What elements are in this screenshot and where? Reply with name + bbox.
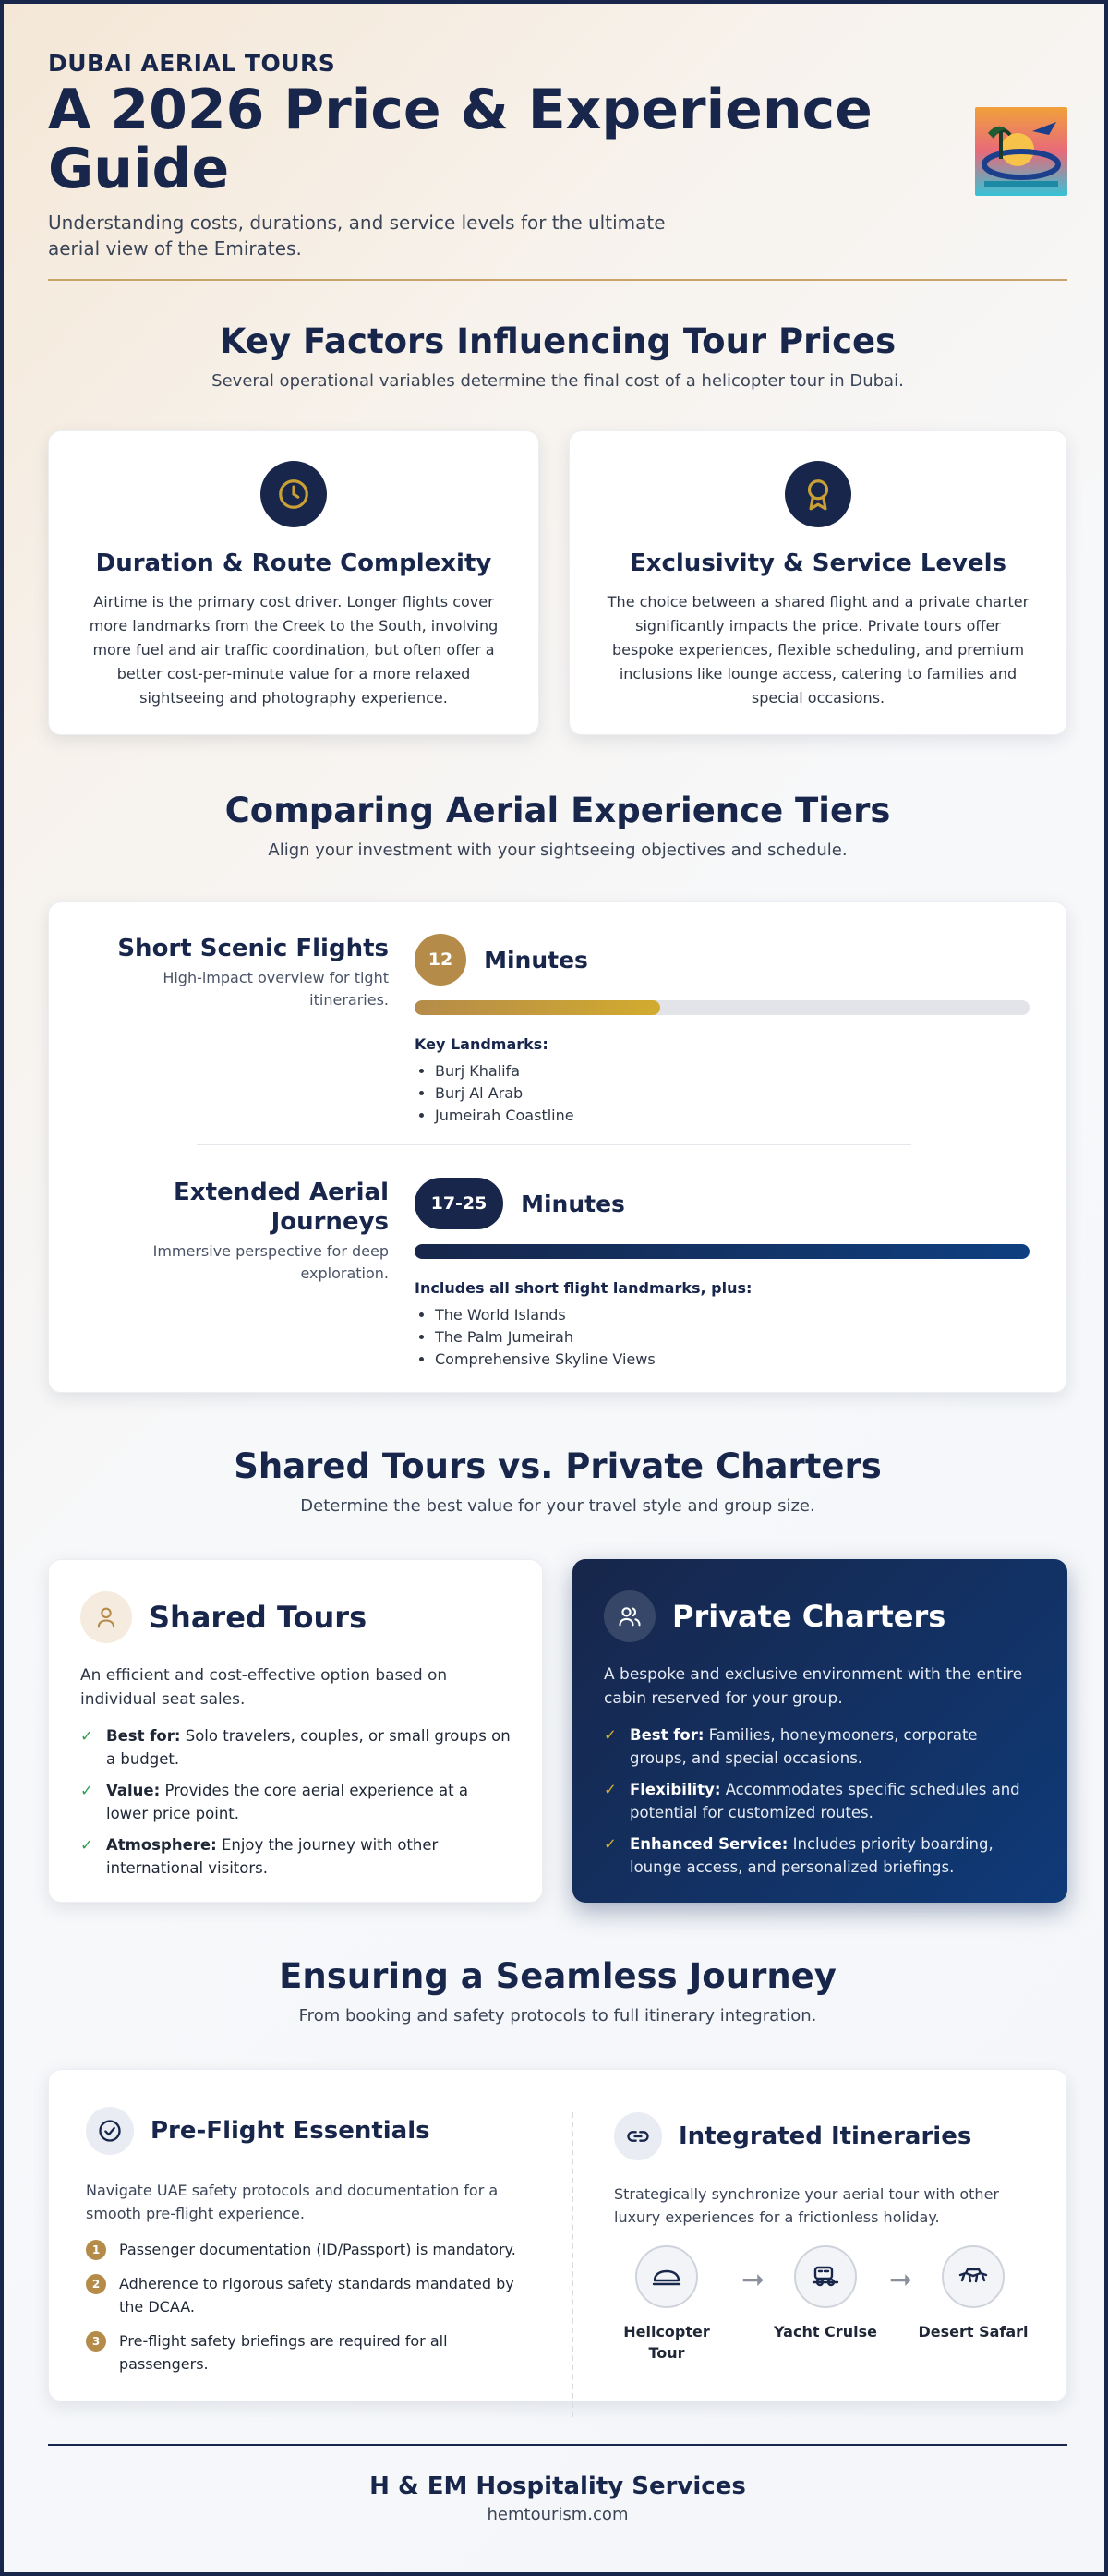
eyebrow: DUBAI AERIAL TOURS [48, 50, 336, 77]
factor-title: Exclusivity & Service Levels [629, 550, 1007, 577]
tier-heading [112, 934, 389, 1011]
step-number: 1 [86, 2240, 106, 2260]
list-item: • Burj Khalifa [435, 1060, 1030, 1082]
list-item [86, 2272, 538, 2318]
panel-title: Integrated Itineraries [679, 2122, 972, 2150]
list-item [80, 1779, 511, 1825]
tier-details [415, 1178, 1030, 1371]
point-label: Value: [106, 1782, 161, 1799]
card-intro: A bespoke and exclusive environment with the entire cabin reserved for your group. [604, 1665, 1023, 1708]
step-number: 2 [86, 2274, 106, 2294]
users-icon [604, 1590, 656, 1642]
factor-text: The choice between a shared flight and a private charter significantly impacts the price. Private tours offer bespoke experiences, flexible scheduling, and premium inclusions like lounge access, catering to families and special occasions. [607, 593, 1030, 707]
flow-step-desert [913, 2245, 1033, 2342]
point-label: Enhanced Service: [630, 1835, 789, 1853]
point-text: Families, honeymooners, corporate groups, and special occasions. [630, 1726, 978, 1767]
step-number: 3 [86, 2331, 106, 2352]
itineraries-panel [614, 2112, 1039, 2229]
preflight-panel [86, 2107, 538, 2387]
panel-intro: Strategically synchronize your aerial tour with other luxury experiences for a frictionless holiday. [614, 2185, 999, 2226]
card-header [80, 1591, 511, 1643]
point-text: Enjoy the journey with other international visitors. [106, 1836, 439, 1877]
award-badge-icon [785, 461, 851, 527]
section-subtitle-tiers: Align your investment with your sightseeing objectives and schedule. [268, 841, 848, 860]
point-label: Best for: [630, 1726, 705, 1744]
footer-divider [48, 2444, 1067, 2446]
list-item [86, 2238, 538, 2261]
list-item: • The World Islands [435, 1304, 1030, 1326]
benefit-list [80, 1724, 511, 1880]
section-subtitle-compare: Determine the best value for your travel style and group size. [300, 1496, 815, 1516]
tier-details [415, 934, 1030, 1127]
landmarks-heading: Key Landmarks: [415, 1035, 548, 1053]
flow-step-helicopter [607, 2245, 727, 2364]
point-label: Flexibility: [630, 1781, 721, 1798]
card-title: Private Charters [672, 1599, 946, 1634]
landmarks-heading: Includes all short flight landmarks, plus: [415, 1279, 753, 1297]
user-icon [80, 1591, 132, 1643]
check-circle-icon [86, 2107, 134, 2155]
list-item: • The Palm Jumeirah [435, 1326, 1030, 1348]
tier-heading [112, 1178, 389, 1285]
step-list [86, 2238, 538, 2376]
tier-description: Immersive perspective for deep exploration. [152, 1242, 389, 1282]
duration-bar-fill [415, 1000, 660, 1015]
list-item [604, 1832, 1036, 1879]
duration-unit: Minutes [521, 1190, 625, 1217]
factor-title: Duration & Route Complexity [95, 550, 492, 577]
list-item [86, 2329, 538, 2376]
section-subtitle-factors: Several operational variables determine the final cost of a helicopter tour in Dubai. [211, 371, 904, 391]
step-text: Adherence to rigorous safety standards mandated by the DCAA. [119, 2275, 514, 2316]
card-header [604, 1590, 1036, 1642]
step-text: Passenger documentation (ID/Passport) is mandatory. [119, 2241, 516, 2258]
tier-description: High-impact overview for tight itineraries. [163, 969, 389, 1009]
point-label: Atmosphere: [106, 1836, 217, 1854]
factor-text: Airtime is the primary cost driver. Longer flights cover more landmarks from the Creek to the South, involving more fuel and air traffic coordination, but often offer a better cost-per-minute value for a more relaxed sightseeing and photography experience. [89, 593, 499, 707]
page-subtitle: Understanding costs, durations, and service levels for the ultimate aerial view of the Emirates. [48, 212, 666, 260]
list-item [604, 1723, 1036, 1770]
check-icon: ✓ [80, 1836, 93, 1854]
panel-header [86, 2107, 538, 2155]
list-item: • Comprehensive Skyline Views [435, 1348, 1030, 1371]
desert-safari-icon [942, 2245, 1005, 2308]
tier-divider [197, 1144, 911, 1145]
check-icon: ✓ [604, 1835, 617, 1853]
duration-pill: 17-25 [415, 1178, 503, 1229]
point-text: Accommodates specific schedules and potential for customized routes. [630, 1781, 1020, 1821]
private-charters-card [572, 1559, 1067, 1903]
card-title: Shared Tours [149, 1600, 367, 1635]
check-icon: ✓ [80, 1727, 93, 1745]
panel-header [614, 2112, 1039, 2160]
benefit-list [604, 1723, 1036, 1879]
footer-company: H & EM Hospitality Services [369, 2473, 746, 2500]
list-item [80, 1833, 511, 1880]
list-item [80, 1724, 511, 1771]
flow-label: Helicopter Tour [623, 2323, 710, 2362]
factor-card-duration [48, 430, 539, 735]
panel-intro: Navigate UAE safety protocols and documentation for a smooth pre-flight experience. [86, 2182, 499, 2222]
section-title-tiers: Comparing Aerial Experience Tiers [224, 791, 891, 830]
footer-website-link[interactable]: hemtourism.com [487, 2505, 629, 2524]
page-title: A 2026 Price & Experience Guide [48, 78, 873, 201]
check-icon: ✓ [80, 1782, 93, 1799]
flow-label: Desert Safari [918, 2323, 1029, 2340]
section-title-journey: Ensuring a Seamless Journey [279, 1956, 837, 1996]
section-title-compare: Shared Tours vs. Private Charters [234, 1446, 882, 1486]
factor-card-exclusivity [569, 430, 1067, 735]
tier-name: Short Scenic Flights [117, 935, 389, 962]
tiers-card [48, 901, 1067, 1393]
panel-divider [572, 2112, 573, 2417]
link-icon [614, 2112, 662, 2160]
duration-bar [415, 1000, 1030, 1015]
shared-tours-card [48, 1559, 543, 1903]
point-text: Includes priority boarding, lounge access, and personalized briefings. [630, 1835, 994, 1876]
point-label: Best for: [106, 1727, 181, 1745]
section-subtitle-journey: From booking and safety protocols to full itinerary integration. [298, 2006, 817, 2026]
header-divider [48, 279, 1067, 281]
list-item [604, 1778, 1036, 1824]
brand-logo [975, 107, 1067, 196]
tier-name: Extended Aerial Journeys [174, 1179, 389, 1236]
helicopter-icon [635, 2245, 698, 2308]
panel-title: Pre-Flight Essentials [151, 2117, 430, 2145]
check-icon: ✓ [604, 1726, 617, 1744]
landmarks-list [415, 1304, 1030, 1371]
flow-label: Yacht Cruise [774, 2323, 877, 2340]
section-title-factors: Key Factors Influencing Tour Prices [219, 321, 897, 361]
itinerary-flow [607, 2245, 1029, 2375]
duration-bar-fill [415, 1244, 1030, 1259]
duration-bar [415, 1244, 1030, 1259]
point-text: Provides the core aerial experience at a lower price point. [106, 1782, 468, 1822]
landmarks-list [415, 1060, 1030, 1127]
clock-icon [260, 461, 327, 527]
list-item: • Burj Al Arab [435, 1082, 1030, 1105]
duration-unit: Minutes [484, 946, 588, 974]
list-item: • Jumeirah Coastline [435, 1105, 1030, 1127]
journey-card [48, 2069, 1067, 2401]
card-intro: An efficient and cost-effective option based on individual seat sales. [80, 1666, 448, 1709]
point-text: Solo travelers, couples, or small groups on a budget. [106, 1727, 511, 1768]
step-text: Pre-flight safety briefings are required for all passengers. [119, 2332, 448, 2373]
yacht-icon [794, 2245, 857, 2308]
header [48, 50, 1067, 281]
arrow-right-icon: ➞ [889, 2264, 913, 2296]
duration-pill: 12 [415, 934, 466, 986]
arrow-right-icon: ➞ [741, 2264, 765, 2296]
flow-step-yacht [765, 2245, 885, 2342]
check-icon: ✓ [604, 1781, 617, 1798]
